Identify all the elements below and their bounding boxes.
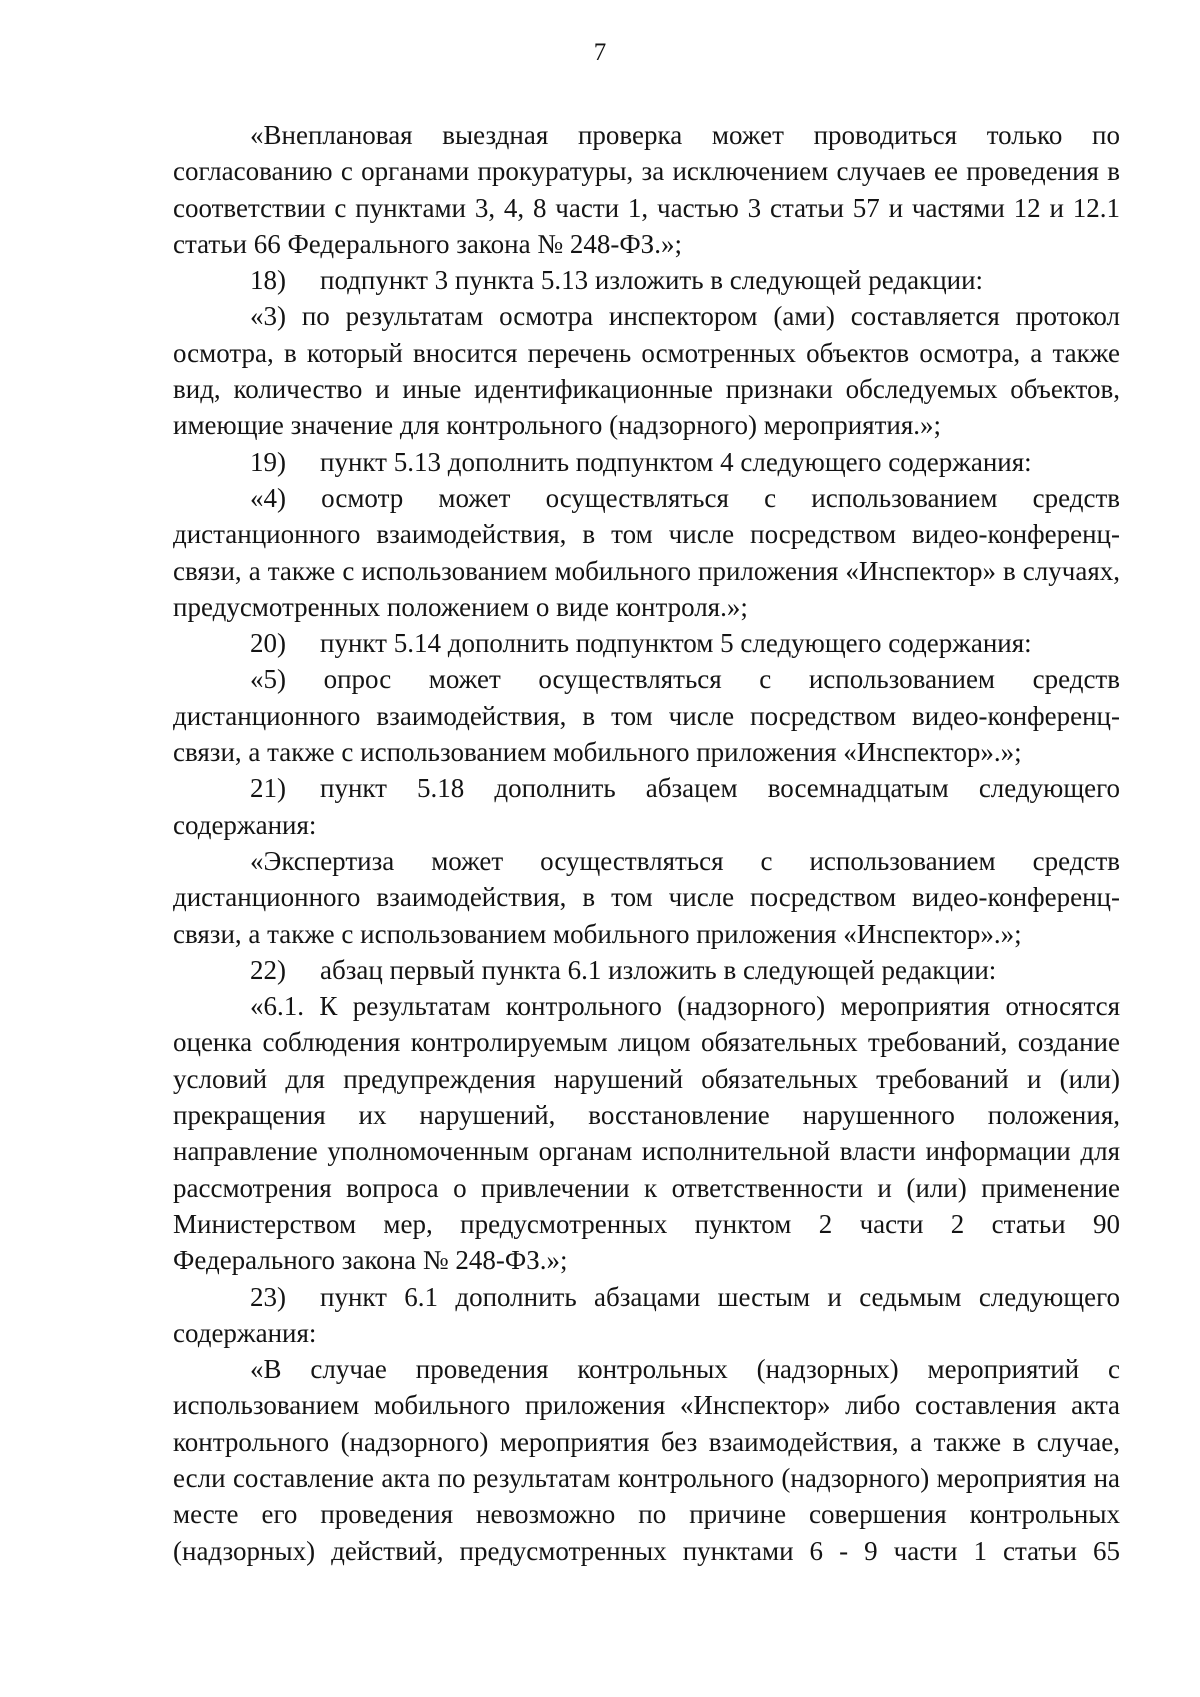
document-body [173,117,1120,1569]
item-text: пункт 5.14 дополнить подпунктом 5 следующего содержания: [320,628,1032,659]
item-text: пункт 5.18 дополнить абзацем восемнадцатым следующего содержания: [173,773,1120,840]
paragraph: «5) опрос может осуществляться с использованием средств дистанционного взаимодействия, в том числе посредством видео-конференц-связи, а также с использованием мобильного приложения «Инспектор».»; [173,664,1120,768]
item-number: 23) [250,1281,286,1312]
paragraph: «4) осмотр может осуществляться с использованием средств дистанционного взаимодействия, в том числе посредством видео-конференц-связи, а также с использованием мобильного приложения «Инспектор» в случаях, предусмотренных положением о виде контроля.»; [173,482,1120,622]
paragraph: «3) по результатам осмотра инспектором (ами) составляется протокол осмотра, в который вносится перечень осмотренных объектов осмотра, а также вид, количество и иные идентификационные признаки обследуемых объектов, имеющие значение для контрольного (надзорного) мероприятия.»; [173,301,1120,441]
page-number: 7 [593,39,607,66]
item-number: 19) [250,446,286,477]
paragraph: «Экспертиза может осуществляться с использованием средств дистанционного взаимодействия, в том числе посредством видео-конференц-связи, а также с использованием мобильного приложения «Инспектор».»; [173,845,1120,949]
item-text: подпункт 3 пункта 5.13 изложить в следующей редакции: [320,265,984,296]
list-item [173,444,1120,480]
list-item [173,952,1120,988]
list-item [173,625,1120,661]
paragraph: «В случае проведения контрольных (надзорных) мероприятий с использованием мобильного приложения «Инспектор» либо составления акта контрольного (надзорного) мероприятия без взаимодействия, а также в случае, если составление акта по результатам контрольного (надзорного) мероприятия на месте его проведения невозможно по причине совершения контрольных (надзорных) действий, предусмотренных пунктами 6 - 9 части 1 статьи 65 [173,1354,1120,1566]
item-text: пункт 6.1 дополнить абзацами шестым и седьмым следующего содержания: [173,1281,1120,1348]
item-number: 22) [250,954,286,985]
item-text: абзац первый пункта 6.1 изложить в следующей редакции: [320,954,997,985]
item-number: 18) [250,265,286,296]
list-item [173,1279,1120,1352]
paragraph: «Внеплановая выездная проверка может проводиться только по согласованию с органами прокуратуры, за исключением случаев ее проведения в соответствии с пунктами 3, 4, 8 части 1, частью 3 статьи 57 и частями 12 и 12.1 статьи 66 Федерального закона № 248-ФЗ.»; [173,120,1120,259]
item-text: пункт 5.13 дополнить подпунктом 4 следующего содержания: [320,446,1032,477]
list-item [173,770,1120,843]
item-number: 21) [250,773,286,804]
paragraph: «6.1. К результатам контрольного (надзорного) мероприятия относятся оценка соблюдения контролируемым лицом обязательных требований, создание условий для предупреждения нарушений обязательных требований и (или) прекращения их нарушений, восстановление нарушенного положения, направление уполномоченным органам исполнительной власти информации для рассмотрения вопроса о привлечении к ответственности и (или) применение Министерством мер, предусмотренных пунктом 2 части 2 статьи 90 Федерального закона № 248-ФЗ.»; [173,991,1120,1276]
item-number: 20) [250,628,286,659]
list-item [173,262,1120,298]
